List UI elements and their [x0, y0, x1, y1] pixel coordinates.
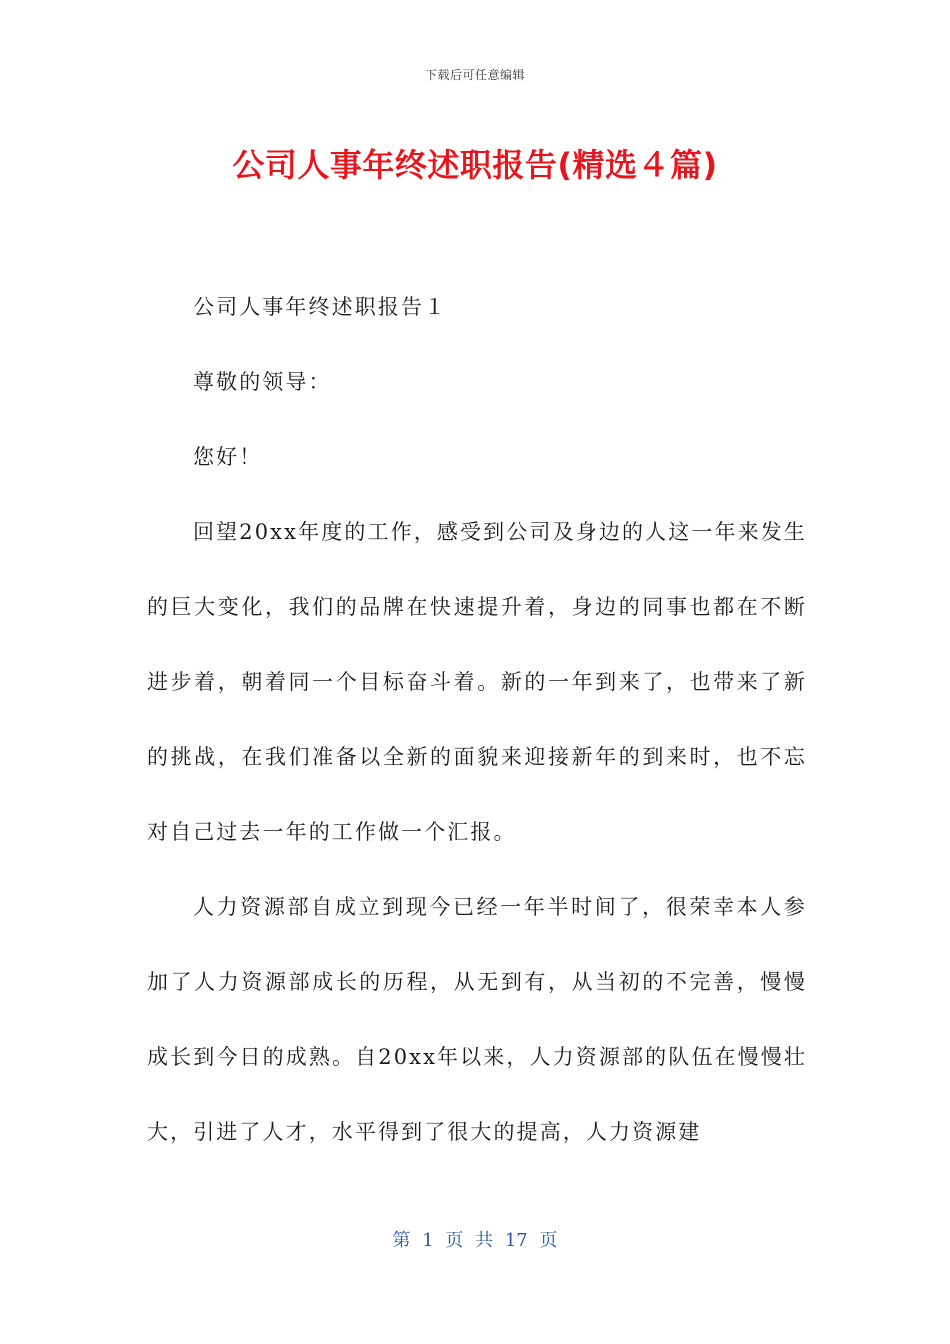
body-paragraph-1: 回望20xx年度的工作，感受到公司及身边的人这一年来发生的巨大变化，我们的品牌在快速提升着，身边的同事也都在不断进步着，朝着同一个目标奋斗着。新的一年到来了，也带来了新的挑战，在我们准备以全新的面貌来迎接新年的到来时，也不忘对自己过去一年的工作做一个汇报。 — [147, 520, 807, 844]
page-number: 第 1 页 共 17 页 — [392, 1230, 558, 1251]
document-title: 公司人事年终述职报告(精选４篇) — [232, 146, 718, 184]
document-body — [147, 270, 807, 1170]
body-paragraph-2: 人力资源部自成立到现今已经一年半时间了，很荣幸本人参加了人力资源部成长的历程，从无到有，从当初的不完善，慢慢成长到今日的成熟。自20xx年以来，人力资源部的队伍在慢慢壮大，引进了人才，水平得到了很大的提高，人力资源建 — [147, 895, 807, 1144]
header-note: 下载后可任意编辑 — [424, 68, 525, 82]
salutation: 尊敬的领导： — [193, 370, 332, 394]
section-heading: 公司人事年终述职报告１ — [193, 295, 448, 319]
greeting: 您好！ — [193, 445, 263, 469]
